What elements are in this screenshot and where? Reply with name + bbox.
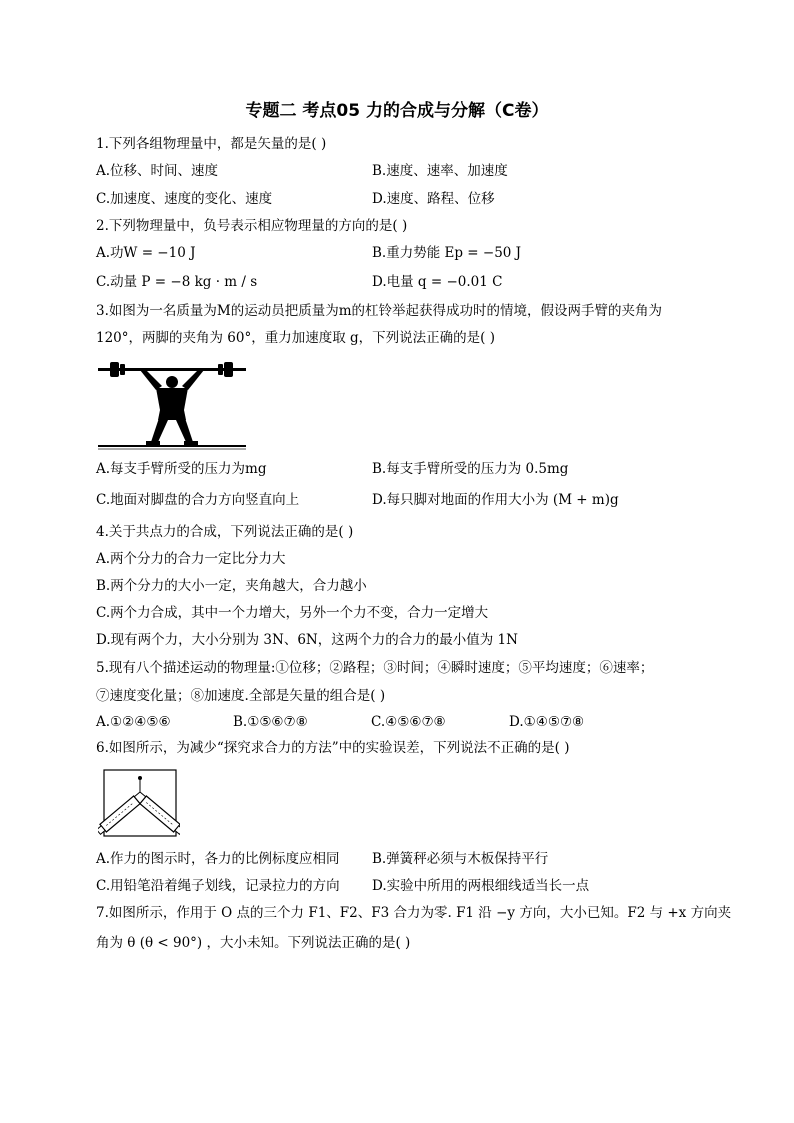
q4-stem: 4.关于共点力的合成，下列说法正确的是( ) <box>96 524 354 540</box>
q2-option-d: D.电量 q = −0.01 C <box>372 274 503 290</box>
q3-option-c: C.地面对脚盘的合力方向竖直向上 <box>96 492 300 508</box>
q7-stem-line1: 7.如图所示，作用于 O 点的三个力 F1、F2、F3 合力为零. F1 沿 −y 方向，大小已知。F2 与 +x 方向夹 <box>96 905 732 921</box>
q2-option-c: C.动量 P = −8 kg · m / s <box>96 274 258 290</box>
q3-option-b: B.每支手臂所受的压力为 0.5mg <box>372 461 569 477</box>
q5-option-a: A.①②④⑤⑥ <box>96 714 171 730</box>
q6-option-a: A.作力的图示时，各力的比例标度应相同 <box>96 851 340 867</box>
q5-stem-line2: ⑦速度变化量；⑧加速度.全部是矢量的组合是( ) <box>96 688 386 704</box>
q6-stem: 6.如图所示，为减少“探究求合力的方法”中的实验误差，下列说法不正确的是( ) <box>96 740 570 756</box>
q1-option-d: D.速度、路程、位移 <box>372 191 495 207</box>
q1-stem: 1.下列各组物理量中，都是矢量的是( ) <box>96 136 327 152</box>
q4-option-d: D.现有两个力，大小分别为 3N、6N，这两个力的合力的最小值为 1N <box>96 632 518 648</box>
q2-option-b: B.重力势能 Ep = −50 J <box>372 245 522 261</box>
q4-option-b: B.两个分力的大小一定，夹角越大，合力越小 <box>96 578 367 594</box>
q3-option-a: A.每支手臂所受的压力为mg <box>96 461 267 477</box>
q4-option-c: C.两个力合成，其中一个力增大，另外一个力不变，合力一定增大 <box>96 605 489 621</box>
q5-option-b: B.①⑤⑥⑦⑧ <box>233 714 308 730</box>
q3-option-d: D.每只脚对地面的作用大小为 (M + m)g <box>372 492 619 508</box>
q6-option-d: D.实验中所用的两根细线适当长一点 <box>372 878 590 894</box>
q2-option-a: A.功W = −10 J <box>96 245 196 261</box>
q1-option-b: B.速度、速率、加速度 <box>372 163 508 179</box>
q6-option-b: B.弹簧秤必须与木板保持平行 <box>372 851 549 867</box>
q5-option-c: C.④⑤⑥⑦⑧ <box>371 714 446 730</box>
q7-stem-line2: 角为 θ (θ < 90°) ，大小未知。下列说法正确的是( ) <box>96 935 411 951</box>
q2-stem: 2.下列物理量中，负号表示相应物理量的方向的是( ) <box>96 218 408 234</box>
page-title: 专题二 考点05 力的合成与分解（C卷） <box>245 101 549 121</box>
force-experiment-figure <box>98 768 180 840</box>
q3-stem-line1: 3.如图为一名质量为M的运动员把质量为m的杠铃举起获得成功时的情境，假设两手臂的夹角为 <box>96 303 663 319</box>
q5-stem-line1: 5.现有八个描述运动的物理量:①位移；②路程；③时间；④瞬时速度；⑤平均速度；⑥速率； <box>96 660 654 676</box>
q1-option-c: C.加速度、速度的变化、速度 <box>96 191 273 207</box>
q3-stem-line2: 120°，两脚的夹角为 60°，重力加速度取 g，下列说法正确的是( ) <box>96 330 495 346</box>
q5-option-d: D.①④⑤⑦⑧ <box>509 714 585 730</box>
q1-option-a: A.位移、时间、速度 <box>96 163 219 179</box>
q6-option-c: C.用铅笔沿着绳子划线，记录拉力的方向 <box>96 878 340 894</box>
weightlifter-figure <box>96 358 248 452</box>
q4-option-a: A.两个分力的合力一定比分力大 <box>96 551 286 567</box>
